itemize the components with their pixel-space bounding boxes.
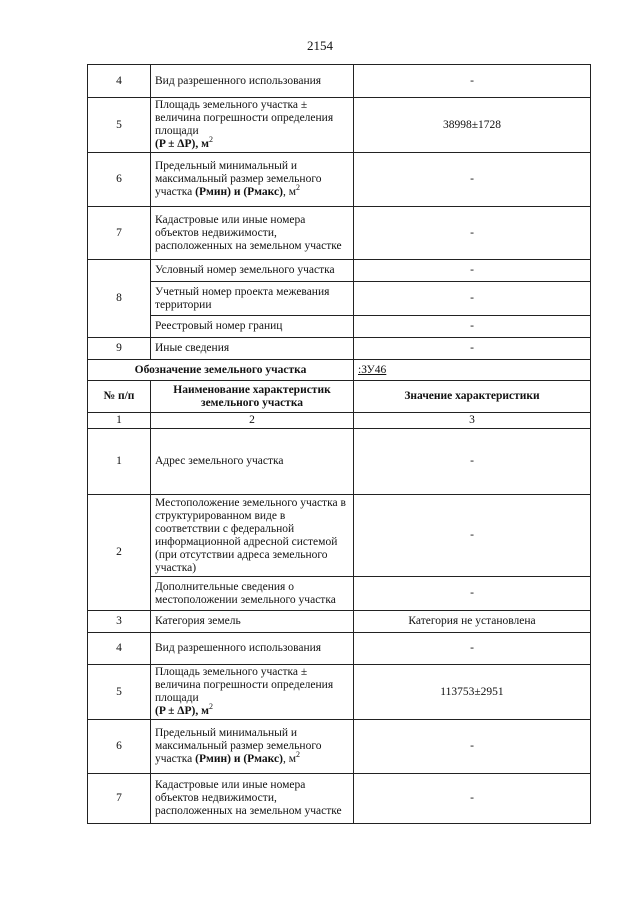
table-row — [88, 65, 591, 98]
row-name-sup: 2 — [295, 183, 300, 193]
row-value: - — [354, 577, 591, 611]
header-value: Значение характеристики — [354, 381, 591, 413]
header-name: Наименование характеристик земельного участка — [151, 381, 354, 413]
row-number: 4 — [88, 633, 151, 665]
table-row — [88, 207, 591, 260]
table-row — [88, 338, 591, 360]
row-name-text: Площадь земельного участка ± величина погрешности определения площади — [155, 99, 334, 137]
table-row — [88, 633, 591, 665]
table-row — [88, 260, 591, 282]
row-number: 7 — [88, 207, 151, 260]
row-name — [151, 153, 354, 207]
row-name: Условный номер земельного участка — [151, 260, 354, 282]
row-number: 4 — [88, 65, 151, 98]
row-value: - — [354, 207, 591, 260]
row-name: Реестровый номер границ — [151, 316, 354, 338]
row-number: 5 — [88, 665, 151, 720]
row-number: 1 — [88, 429, 151, 495]
index-cell: 3 — [354, 413, 591, 429]
designation-value — [354, 360, 591, 381]
row-number: 3 — [88, 611, 151, 633]
row-number: 5 — [88, 98, 151, 153]
row-name-sup: 2 — [208, 702, 213, 712]
row-number: 7 — [88, 774, 151, 824]
row-name-text: Предельный минимальный и максимальный размер земельного участка — [155, 160, 322, 198]
row-number: 8 — [88, 260, 151, 338]
page-number: 2154 — [307, 38, 333, 53]
row-name-formula: (P ± ΔP), м — [155, 138, 209, 150]
header-num: № п/п — [88, 381, 151, 413]
row-name-sup: 2 — [208, 135, 213, 145]
row-value: 38998±1728 — [354, 98, 591, 153]
table-row — [88, 282, 591, 316]
row-name — [151, 665, 354, 720]
row-value: - — [354, 153, 591, 207]
designation-row — [88, 360, 591, 381]
index-cell: 1 — [88, 413, 151, 429]
table-row — [88, 611, 591, 633]
row-name-formula: (Pмин) и (Pмакс) — [195, 186, 283, 198]
row-name-tail: , м — [282, 753, 296, 765]
row-name: Кадастровые или иные номера объектов недвижимости, расположенных на земельном участке — [151, 774, 354, 824]
row-name-text: Площадь земельного участка ± величина погрешности определения площади — [155, 666, 334, 704]
table-row — [88, 720, 591, 774]
header-row — [88, 381, 591, 413]
row-name — [151, 720, 354, 774]
row-number: 6 — [88, 153, 151, 207]
table-row — [88, 665, 591, 720]
row-value: - — [354, 720, 591, 774]
row-name: Категория земель — [151, 611, 354, 633]
designation-label: Обозначение земельного участка — [88, 360, 354, 381]
table-row — [88, 316, 591, 338]
row-value: - — [354, 633, 591, 665]
index-row — [88, 413, 591, 429]
table-row — [88, 429, 591, 495]
table-row — [88, 495, 591, 577]
row-name: Местоположение земельного участка в структурированном виде в соответствии с федеральной информационной адресной системой (при отсутствии адреса земельного участка) — [151, 495, 354, 577]
row-value: - — [354, 774, 591, 824]
row-name: Учетный номер проекта межевания территории — [151, 282, 354, 316]
land-plot-table — [87, 64, 591, 824]
row-number: 9 — [88, 338, 151, 360]
designation-code: :ЗУ46 — [358, 363, 387, 376]
row-value: Категория не установлена — [354, 611, 591, 633]
row-number: 2 — [88, 495, 151, 611]
row-name: Вид разрешенного использования — [151, 633, 354, 665]
table-row — [88, 774, 591, 824]
row-value: - — [354, 338, 591, 360]
row-name-tail: , м — [282, 186, 296, 198]
table-row — [88, 98, 591, 153]
row-name: Кадастровые или иные номера объектов недвижимости, расположенных на земельном участке — [151, 207, 354, 260]
row-name: Дополнительные сведения о местоположении земельного участка — [151, 577, 354, 611]
row-name: Вид разрешенного использования — [151, 65, 354, 98]
row-name-formula: (Pмин) и (Pмакс) — [195, 753, 283, 765]
table-row — [88, 577, 591, 611]
row-name-formula: (P ± ΔP), м — [155, 705, 209, 717]
row-value: - — [354, 260, 591, 282]
row-value: - — [354, 429, 591, 495]
row-name: Иные сведения — [151, 338, 354, 360]
row-name-sup: 2 — [295, 750, 300, 760]
row-value: - — [354, 316, 591, 338]
table-row — [88, 153, 591, 207]
row-value: - — [354, 282, 591, 316]
row-name: Адрес земельного участка — [151, 429, 354, 495]
row-name — [151, 98, 354, 153]
row-number: 6 — [88, 720, 151, 774]
row-value: - — [354, 65, 591, 98]
row-name-text: Предельный минимальный и максимальный размер земельного участка — [155, 727, 322, 765]
row-value: - — [354, 495, 591, 577]
row-value: 113753±2951 — [354, 665, 591, 720]
index-cell: 2 — [151, 413, 354, 429]
